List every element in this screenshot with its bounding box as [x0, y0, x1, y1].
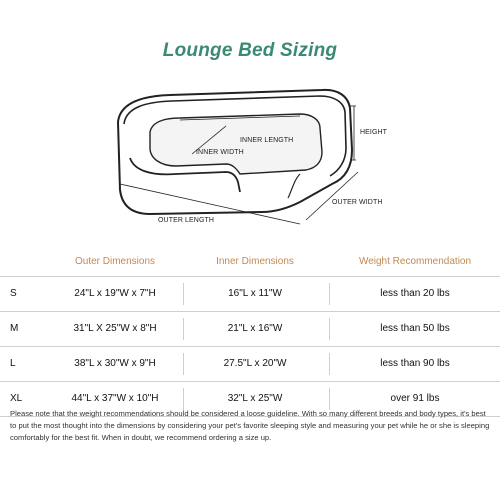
size-cell: L [10, 358, 16, 369]
outer-width-label: OUTER WIDTH [332, 199, 383, 206]
outer-dimensions-cell: 24"L x 19"W x 7"H [74, 288, 156, 299]
bed-dimension-diagram [0, 78, 500, 238]
sizing-note: Please note that the weight recommendations should be considered a loose guideline. With so many different breeds and body types, it's best to put the most thought into the dimensions by considering your pet's favorite sleeping style and measuring your pet while he or she is sleeping comfortably for the best fit. When in doubt, we recommend ordering a size up. [10, 409, 490, 442]
table-row [0, 311, 500, 346]
header-inner-dimensions: Inner Dimensions [216, 256, 294, 267]
size-cell: M [10, 323, 19, 334]
header-outer-dimensions: Outer Dimensions [74, 256, 156, 267]
inner-dimensions-cell: 21"L x 16"W [227, 323, 283, 334]
table-row [0, 276, 500, 311]
height-label: HEIGHT [360, 129, 388, 136]
bed-illustration [0, 78, 500, 238]
sizing-table [0, 276, 500, 417]
column-divider [183, 353, 184, 375]
table-header [0, 256, 500, 270]
column-divider [329, 283, 330, 305]
inner-length-label: INNER LENGTH [240, 137, 294, 144]
weight-cell: less than 20 lbs [380, 288, 450, 299]
inner-dimensions-cell: 32"L x 25"W [227, 393, 283, 404]
column-divider [329, 318, 330, 340]
inner-width-label: INNER WIDTH [196, 149, 244, 156]
outer-length-label: OUTER LENGTH [158, 217, 215, 224]
outer-dimensions-cell: 44"L x 37"W x 10"H [71, 393, 159, 404]
size-cell: S [10, 288, 17, 299]
column-divider [329, 388, 330, 410]
outer-dimensions-cell: 38"L x 30"W x 9"H [74, 358, 156, 369]
column-divider [183, 318, 184, 340]
table-row [0, 346, 500, 381]
size-cell: XL [10, 393, 23, 404]
column-divider [329, 353, 330, 375]
weight-cell: over 91 lbs [390, 393, 440, 404]
inner-dimensions-cell: 16"L x 11"W [228, 288, 282, 299]
inner-dimensions-cell: 27.5"L x 20"W [223, 358, 287, 369]
bed-cushion [150, 114, 322, 174]
weight-cell: less than 50 lbs [380, 323, 450, 334]
column-divider [183, 283, 184, 305]
header-weight-recommendation: Weight Recommendation [358, 256, 472, 267]
page-title: Lounge Bed Sizing [162, 40, 338, 61]
weight-cell: less than 90 lbs [380, 358, 450, 369]
outer-dimensions-cell: 31"L X 25"W x 8"H [73, 323, 157, 334]
column-divider [183, 388, 184, 410]
